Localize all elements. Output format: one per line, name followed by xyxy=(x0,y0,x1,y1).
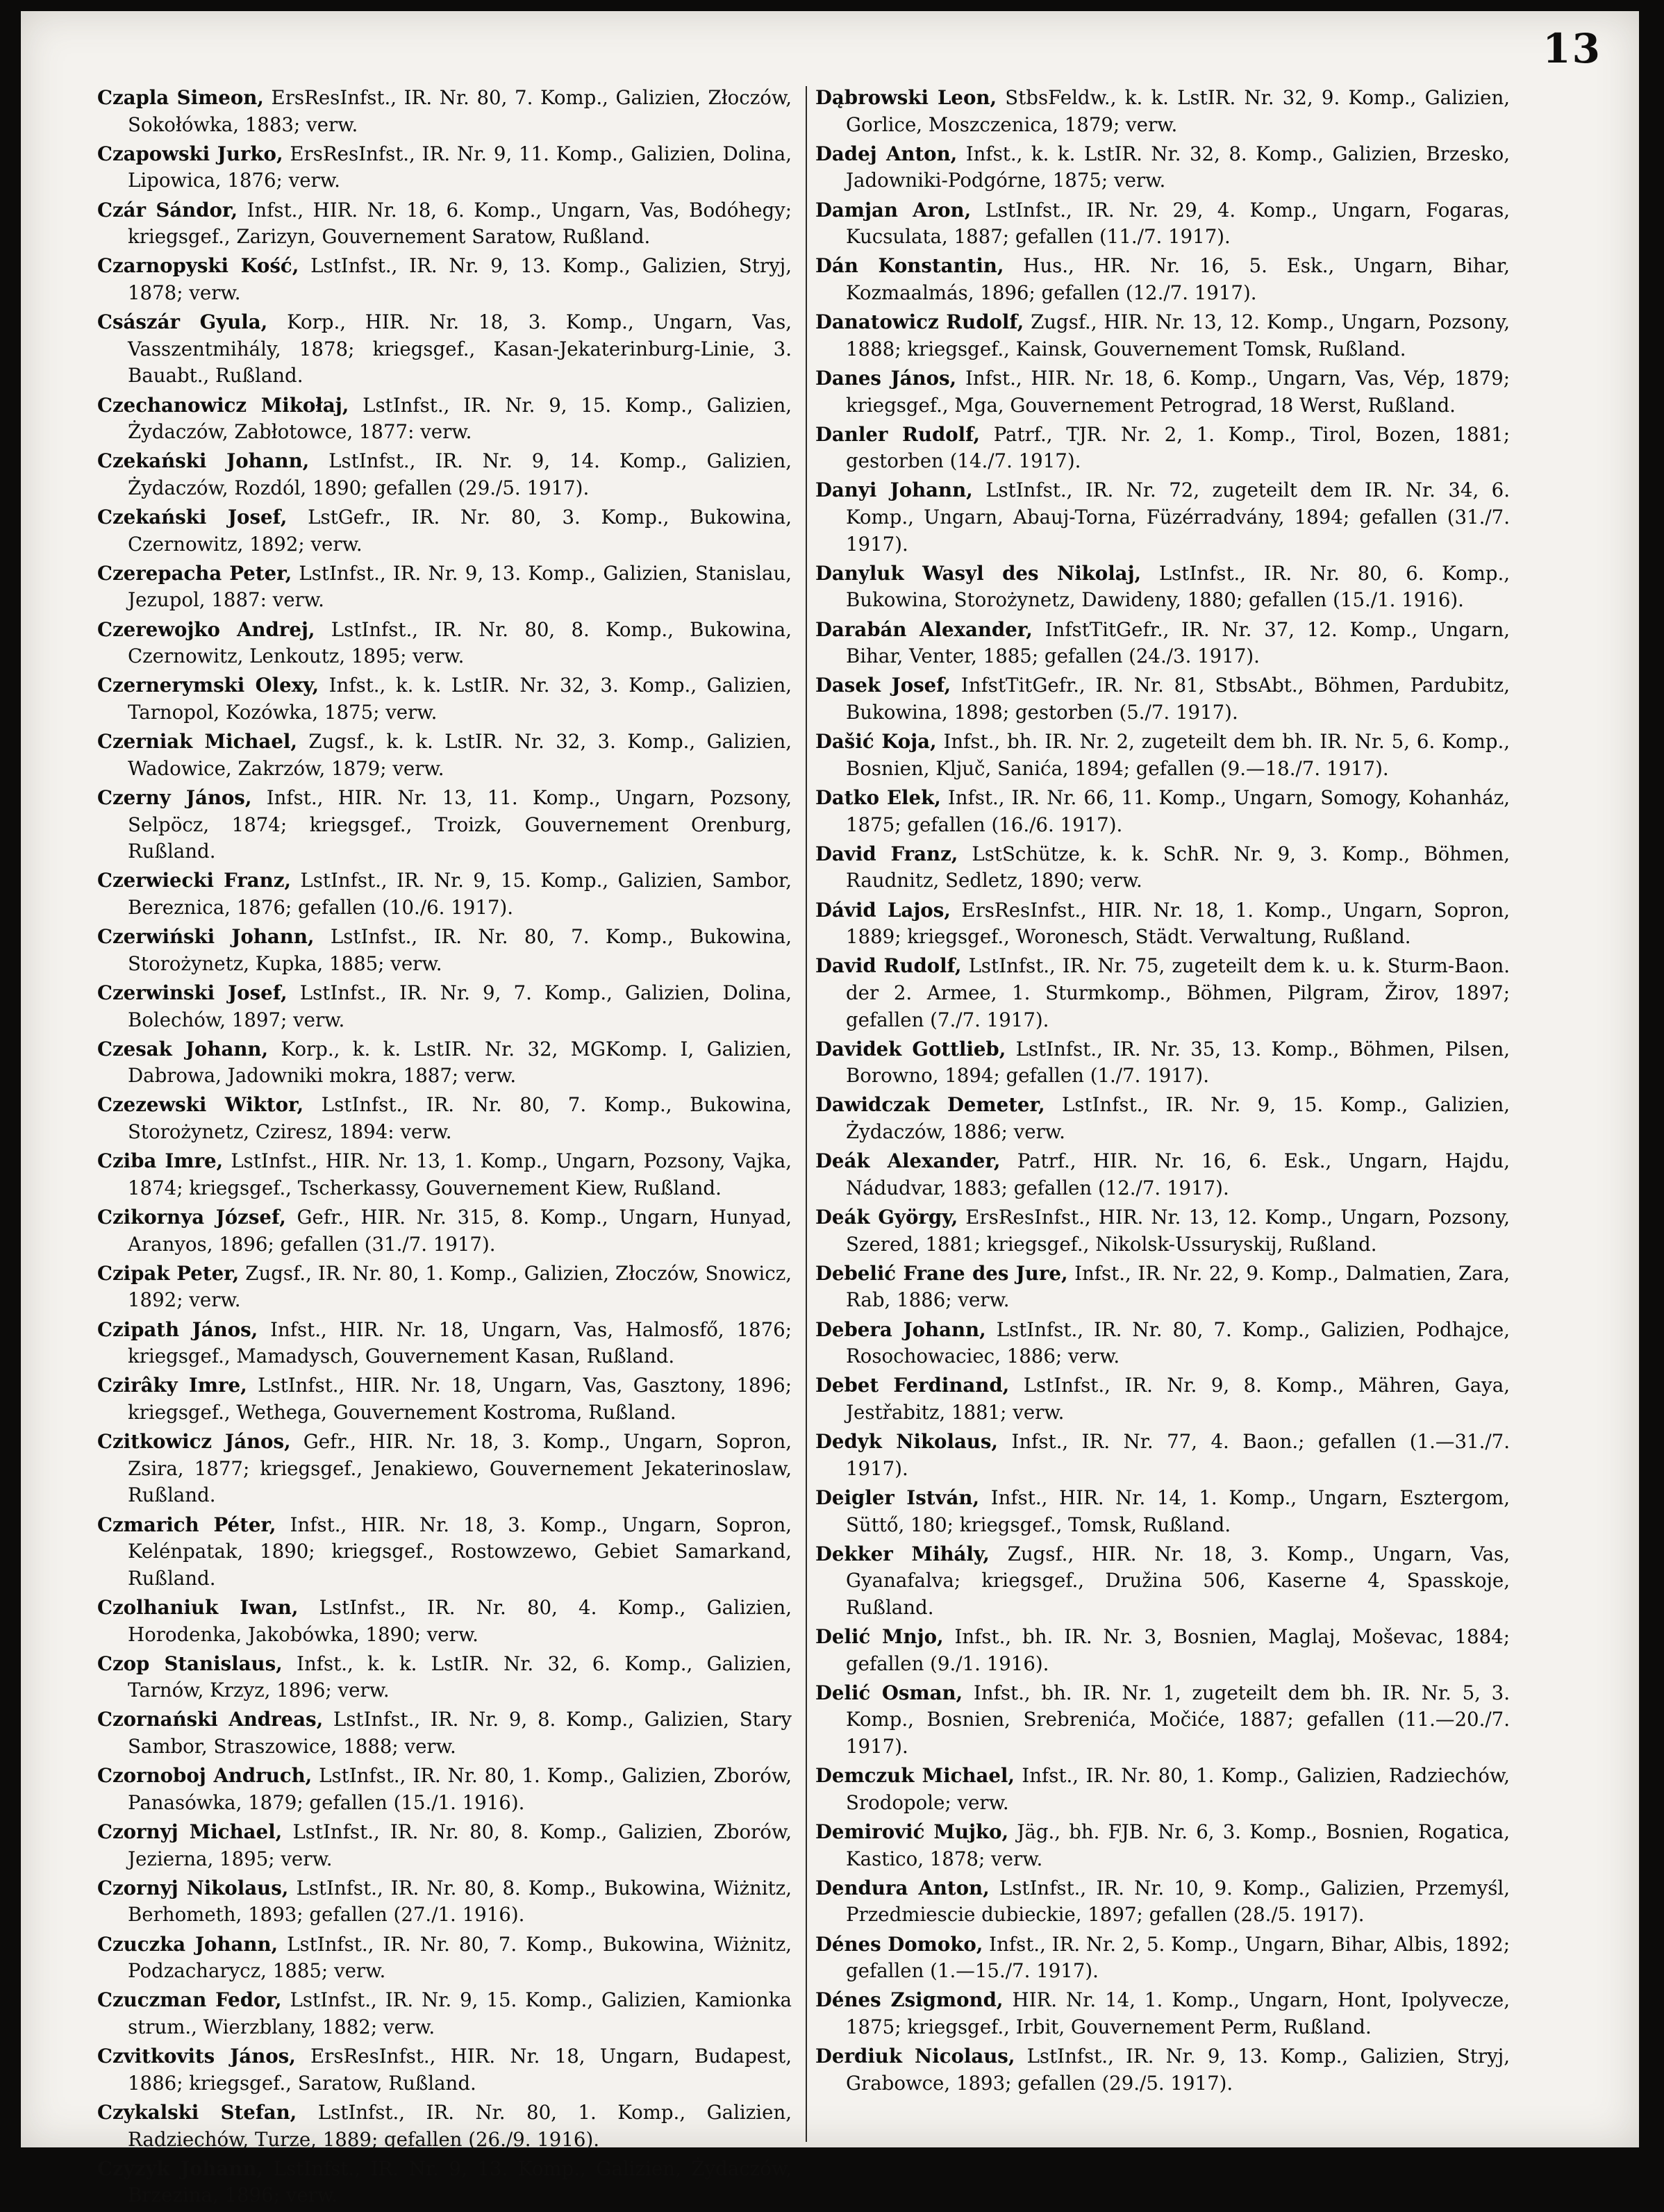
register-entry xyxy=(97,1317,792,1370)
entry-name: Demirović Mujko, xyxy=(815,1820,1009,1844)
entry-details: ErsResInfst., IR. Nr. 80, 7. Komp., Galizien, Złoczów, Sokołówka, 1883; verw. xyxy=(128,86,792,136)
entry-details: LstInfst., IR. Nr. 80, 7. Komp., Bukowina, Storożynetz, Kupka, 1885; verw. xyxy=(128,925,792,975)
register-entry xyxy=(815,1680,1510,1761)
entry-name: Darabán Alexander, xyxy=(815,617,1033,641)
entry-details: Infst., k. k. LstIR. Nr. 32, 3. Komp., Galizien, Tarnopol, Kozówka, 1875; verw. xyxy=(128,674,792,724)
entry-name: Davidek Gottlieb, xyxy=(815,1037,1006,1061)
entry-details: Gefr., HIR. Nr. 315, 8. Komp., Ungarn, Hunyad, Aranyos, 1896; gefallen (31./7. 1917). xyxy=(128,1206,792,1256)
register-entry xyxy=(815,1485,1510,1538)
entry-name: Dekker Mihály, xyxy=(815,1542,990,1565)
register-entry xyxy=(97,2156,792,2209)
register-entry xyxy=(815,953,1510,1033)
entry-name: Dénes Domoko, xyxy=(815,1932,983,1956)
register-entry xyxy=(815,1541,1510,1622)
register-entry xyxy=(815,197,1510,251)
entry-details: Jäg., bh. FJB. Nr. 6, 3. Komp., Bosnien, Rogatica, Kastico, 1878; verw. xyxy=(846,1820,1510,1870)
entry-name: Delić Osman, xyxy=(815,1681,963,1704)
entry-name: Dénes Zsigmond, xyxy=(815,1988,1004,2012)
entry-details: Infst., bh. IR. Nr. 3, Bosnien, Maglaj, Moševac, 1884; gefallen (9./1. 1916). xyxy=(846,1625,1510,1675)
entry-details: LstInfst., IR. Nr. 80, 1. Komp., Galizien, Zborów, Panasówka, 1879; gefallen (15./1. 1916). xyxy=(128,1764,792,1814)
entry-name: Deák György, xyxy=(815,1206,958,1229)
register-entry xyxy=(97,1204,792,1258)
entry-details: LstInfst., IR. Nr. 9, 15. Komp., Galizien, Kamionka strum., Wierzblany, 1882; verw. xyxy=(128,1988,792,2038)
register-entry xyxy=(815,897,1510,951)
entry-details: LstInfst., IR. Nr. 9, 13. Komp., Galizien, Stryj, 1878; verw. xyxy=(128,254,792,304)
entry-details: LstInfst., IR. Nr. 9, 15. Komp., Galizien, Żydaczów, 1886; verw. xyxy=(846,1093,1511,1144)
entry-name: Czykalski Stefan, xyxy=(97,2100,297,2124)
entry-name: Czmarich Péter, xyxy=(97,1513,276,1536)
register-entry xyxy=(97,672,792,726)
entry-details: Gefr., HIR. Nr. 18, 3. Komp., Ungarn, Sopron, Zsira, 1877; kriegsgef., Jenakiewo, Gouvernement Jekaterinoslaw, Rußland. xyxy=(128,1430,792,1507)
entry-name: Dadej Anton, xyxy=(815,142,958,165)
register-entry xyxy=(815,1317,1510,1370)
entry-name: Czerny János, xyxy=(97,785,252,809)
entry-name: Czornański Andreas, xyxy=(97,1708,324,1731)
entry-name: Dán Konstantin, xyxy=(815,254,1004,278)
register-entry xyxy=(815,1204,1510,1258)
entry-details: Infst., IR. Nr. 77, 4. Baon.; gefallen (1.—31./7. 1917). xyxy=(846,1430,1510,1480)
entry-details: LstInfst., IR. Nr. 29, 4. Komp., Ungarn, Fogaras, Kucsulata, 1887; gefallen (11./7. 1917). xyxy=(846,198,1510,249)
column-divider xyxy=(806,86,807,2142)
entry-details: LstGefr., IR. Nr. 80, 3. Komp., Bukowina, Czernowitz, 1892; verw. xyxy=(128,506,792,556)
entry-details: Infst., k. k. LstIR. Nr. 32, 8. Komp., Galizien, Brzesko, Jadowniki-Podgórne, 1875; verw. xyxy=(846,142,1510,192)
entry-details: Infst., HIR. Nr. 18, Ungarn, Vas, Halmosfő, 1876; kriegsgef., Mamadysch, Gouvernement Kasan, Rußland. xyxy=(128,1317,792,1368)
register-entry xyxy=(97,2043,792,2097)
entry-name: Czornyj Michael, xyxy=(97,1820,283,1844)
register-entry xyxy=(815,1875,1510,1929)
entry-name: Czirâky Imre, xyxy=(97,1374,247,1397)
entry-details: Zugsf., HIR. Nr. 18, 3. Komp., Ungarn, Vas, Gyanafalva; kriegsgef., Družina 506, Kaserne 4, Spasskoje, Rußland. xyxy=(846,1542,1510,1619)
right-column xyxy=(815,85,1510,2099)
register-entry xyxy=(97,1148,792,1201)
entry-name: Dendura Anton, xyxy=(815,1876,990,1899)
register-entry xyxy=(815,1036,1510,1090)
register-entry xyxy=(815,1429,1510,1482)
entry-details: Hus., HR. Nr. 16, 5. Esk., Ungarn, Bihar, Kozmaalmás, 1896; gefallen (12./7. 1917). xyxy=(846,254,1510,304)
entry-details: Korp., k. k. LstIR. Nr. 32, MGKomp. I, Galizien, Dabrowa, Jadowniki mokra, 1887; verw. xyxy=(128,1037,792,1088)
register-entry xyxy=(815,841,1510,895)
register-entry xyxy=(97,197,792,251)
entry-name: Czuczka Johann, xyxy=(97,1932,278,1956)
entry-details: Infst., k. k. LstIR. Nr. 32, 6. Komp., Galizien, Tarnów, Krzyz, 1896; verw. xyxy=(128,1652,792,1702)
entry-details: Infst., IR. Nr. 22, 9. Komp., Dalmatien, Zara, Rab, 1886; verw. xyxy=(846,1261,1511,1312)
entry-name: Demczuk Michael, xyxy=(815,1764,1015,1788)
entry-details: Infst., bh. IR. Nr. 2, zugeteilt dem bh. IR. Nr. 5, 6. Komp., Bosnien, Ključ, Sanića, 1894; gefallen (9.—18./7. 1917). xyxy=(846,730,1510,780)
register-entry xyxy=(97,392,792,446)
entry-name: Derdiuk Nicolaus, xyxy=(815,2045,1015,2068)
entry-name: Czornyj Nikolaus, xyxy=(97,1876,289,1899)
entry-name: Czarnopyski Kość, xyxy=(97,254,299,278)
entry-name: Czikornya József, xyxy=(97,1206,286,1229)
entry-details: LstInfst., IR. Nr. 80, 1. Komp., Galizien, Radziechów, Turze, 1889; gefallen (26./9. 1916). xyxy=(128,2100,792,2151)
entry-details: LstInfst., IR. Nr. 80, 7. Komp., Bukowina, Storożynetz, Cziresz, 1894: verw. xyxy=(128,1093,792,1144)
entry-name: Czvitkovits János, xyxy=(97,2045,296,2068)
entry-name: Czechanowicz Mikołaj, xyxy=(97,393,349,417)
entry-name: Czár Sándor, xyxy=(97,198,238,222)
entry-details: Infst., HIR. Nr. 18, 6. Komp., Ungarn, Vas, Vép, 1879; kriegsgef., Mga, Gouvernement Petrograd, 18 Werst, Rußland. xyxy=(846,366,1511,417)
entry-name: Deák Alexander, xyxy=(815,1149,1001,1173)
entry-details: Infst., IR. Nr. 66, 11. Komp., Ungarn, Somogy, Kohanház, 1875; gefallen (16./6. 1917). xyxy=(846,785,1510,836)
entry-details: Patrf., TJR. Nr. 2, 1. Komp., Tirol, Bozen, 1881; gestorben (14./7. 1917). xyxy=(846,422,1510,473)
register-entry xyxy=(815,1931,1510,1985)
register-entry xyxy=(97,448,792,501)
register-entry xyxy=(97,504,792,558)
entry-name: Czerwiecki Franz, xyxy=(97,869,291,892)
entry-name: Debera Johann, xyxy=(815,1317,986,1341)
entry-name: Czapowski Jurko, xyxy=(97,142,283,165)
entry-name: Damjan Aron, xyxy=(815,198,972,222)
register-entry xyxy=(97,253,792,306)
register-entry xyxy=(97,617,792,670)
register-entry xyxy=(97,1875,792,1929)
entry-details: InfstTitGefr., IR. Nr. 37, 12. Komp., Ungarn, Bihar, Venter, 1885; gefallen (24./3. 1917). xyxy=(846,617,1510,668)
entry-details: LstInfst., IR. Nr. 9, 13. Komp., Galizien, Stryj, Grabowce, 1893; gefallen (29./5. 1917). xyxy=(846,2045,1510,2095)
register-entry xyxy=(815,1819,1510,1872)
register-entry xyxy=(815,1148,1510,1201)
register-entry xyxy=(97,560,792,614)
register-entry xyxy=(97,1512,792,1593)
entry-details: Zugsf., IR. Nr. 80, 1. Komp., Galizien, Złoczów, Snowicz, 1892; verw. xyxy=(128,1261,792,1312)
entry-details: Infst., HIR. Nr. 18, 3. Komp., Ungarn, Sopron, Kelénpatak, 1890; kriegsgef., Rostowzewo, Gebiet Samarkand, Rußland. xyxy=(128,1513,792,1590)
entry-details: Infst., IR. Nr. 80, 1. Komp., Galizien, Radziechów, Srodopole; verw. xyxy=(846,1764,1510,1814)
entry-details: Patrf., HIR. Nr. 16, 6. Esk., Ungarn, Hajdu, Nádudvar, 1883; gefallen (12./7. 1917). xyxy=(846,1149,1511,1199)
entry-details: LstInfst., IR. Nr. 72, zugeteilt dem IR. Nr. 34, 6. Komp., Ungarn, Abauj-Torna, Füzérradvány, 1894; gefallen (31./7. 1917). xyxy=(846,479,1510,556)
register-entry xyxy=(97,1987,792,2040)
entry-name: Czerwiński Johann, xyxy=(97,925,315,949)
entry-details: InfstTitGefr., IR. Nr. 81, StbsAbt., Böhmen, Pardubitz, Bukowina, 1898; gestorben (5./7. 1917). xyxy=(846,674,1510,724)
register-entry xyxy=(815,1092,1510,1145)
left-column xyxy=(97,85,792,2212)
register-entry xyxy=(97,1595,792,1648)
entry-name: Dawidczak Demeter, xyxy=(815,1093,1045,1117)
register-entry xyxy=(97,85,792,138)
entry-details: LstSchütze, k. k. SchR. Nr. 9, 3. Komp., Böhmen, Raudnitz, Sedletz, 1890; verw. xyxy=(846,842,1510,892)
entry-name: Deigler István, xyxy=(815,1486,980,1509)
entry-name: Danes János, xyxy=(815,366,957,390)
entry-name: David Rudolf, xyxy=(815,954,962,978)
register-entry xyxy=(815,785,1510,838)
entry-name: Czekański Josef, xyxy=(97,506,288,529)
entry-name: Debelić Frane des Jure, xyxy=(815,1261,1068,1285)
entry-name: Dedyk Nikolaus, xyxy=(815,1430,999,1454)
entry-details: Zugsf., HIR. Nr. 13, 12. Komp., Ungarn, Pozsony, 1888; kriegsgef., Kainsk, Gouvernement Tomsk, Rußland. xyxy=(846,310,1510,360)
entry-name: Czipath János, xyxy=(97,1317,258,1341)
register-entry xyxy=(97,1092,792,1145)
entry-details: ErsResInfst., HIR. Nr. 18, Ungarn, Budapest, 1886; kriegsgef., Saratow, Rußland. xyxy=(128,2045,792,2095)
entry-details: Infst., IR. Nr. 2, 5. Komp., Ungarn, Bihar, Albis, 1892; gefallen (1.—15./7. 1917). xyxy=(846,1932,1511,1983)
register-entry xyxy=(815,365,1510,419)
entry-name: Dašić Koja, xyxy=(815,730,937,754)
entry-name: Danler Rudolf, xyxy=(815,422,981,446)
entry-details: Infst., HIR. Nr. 13, 11. Komp., Ungarn, Pozsony, Selpöcz, 1874; kriegsgef., Troizk, Gouvernement Orenburg, Rußland. xyxy=(128,785,792,863)
register-entry xyxy=(97,1706,792,1760)
entry-name: Czerwinski Josef, xyxy=(97,981,288,1004)
entry-details: LstInfst., IR. Nr. 9, 15. Komp., Galizien, Żydaczów, Zabłotowce, 1877: verw. xyxy=(128,393,792,444)
register-entry xyxy=(97,1819,792,1872)
entry-details: LstInfst., IR. Nr. 9, 7. Komp., Galizien, Dolina, Bolechów, 1897; verw. xyxy=(128,981,792,1031)
entry-name: Danatowicz Rudolf, xyxy=(815,310,1024,334)
entry-details: ErsResInfst., IR. Nr. 9, 11. Komp., Galizien, Dolina, Lipowica, 1876; verw. xyxy=(128,142,792,192)
register-entry xyxy=(97,1429,792,1509)
register-entry xyxy=(97,1763,792,1816)
register-entry xyxy=(815,85,1510,138)
entry-name: Czuczman Fedor, xyxy=(97,1988,282,2012)
entry-name: Delić Mnjo, xyxy=(815,1625,944,1649)
register-entry xyxy=(97,309,792,390)
entry-name: Czapla Simeon, xyxy=(97,86,264,109)
entry-details: Infst., HIR. Nr. 14, 1. Komp., Ungarn, Esztergom, Süttő, 180; kriegsgef., Tomsk, Rußland. xyxy=(846,1486,1510,1536)
entry-name: David Franz, xyxy=(815,842,958,865)
entry-details: LstInfst., HIR. Nr. 13, 1. Komp., Ungarn, Pozsony, Vajka, 1874; kriegsgef., Tscherkassy, Gouvernement Kiew, Rußland. xyxy=(128,1149,792,1199)
entry-name: Czornoboj Andruch, xyxy=(97,1764,313,1788)
page-number: 13 xyxy=(1542,25,1601,72)
entry-name: Császár Gyula, xyxy=(97,310,268,334)
register-entry xyxy=(815,422,1510,475)
entry-name: Cziba Imre, xyxy=(97,1149,224,1173)
register-entry xyxy=(815,309,1510,363)
register-entry xyxy=(97,1261,792,1314)
entry-details: ErsResInfst., HIR. Nr. 13, 12. Komp., Ungarn, Pozsony, Szered, 1881; kriegsgef., Nikolsk-Ussuryskij, Rußland. xyxy=(846,1206,1510,1256)
entry-details: LstInfst., IR. Nr. 9, 8. Komp., Mähren, Gaya, Jestřabitz, 1881; verw. xyxy=(846,1374,1510,1424)
register-entry xyxy=(815,1763,1510,1816)
register-entry xyxy=(97,1036,792,1090)
entry-details: ErsResInfst., HIR. Nr. 18, 1. Komp., Ungarn, Sopron, 1889; kriegsgef., Woronesch, Städt. Verwaltung, Rußland. xyxy=(846,898,1510,949)
entry-name: Czerepacha Peter, xyxy=(97,561,292,585)
document-page xyxy=(21,11,1639,2207)
entry-details: StbsFeldw., k. k. LstIR. Nr. 32, 9. Komp., Galizien, Gorlice, Moszczenica, 1879; verw. xyxy=(846,86,1510,136)
entry-name: Czekański Johann, xyxy=(97,449,310,473)
register-entry xyxy=(815,2043,1510,2097)
register-entry xyxy=(815,1372,1510,1426)
entry-name: Debet Ferdinand, xyxy=(815,1374,1010,1397)
register-entry xyxy=(97,729,792,782)
entry-name: Czerniak Michael, xyxy=(97,730,297,754)
register-entry xyxy=(815,141,1510,194)
register-entry xyxy=(97,1372,792,1426)
register-entry xyxy=(815,729,1510,782)
register-entry xyxy=(97,1931,792,1985)
entry-name: Czyzyk Johann, xyxy=(97,2156,264,2180)
entry-details: LstInfst., IR. Nr. 35, 13. Komp., Böhmen, Pilsen, Borowno, 1894; gefallen (1./7. 1917). xyxy=(846,1037,1510,1088)
register-entry xyxy=(815,617,1510,670)
register-entry xyxy=(97,2099,792,2153)
register-entry xyxy=(97,141,792,194)
entry-details: LstInfst., IR. Nr. 80, 8. Komp., Bukowina, Czernowitz, Lenkoutz, 1895; verw. xyxy=(128,617,792,668)
entry-details: LstInfst., IR. Nr. 75, zugeteilt dem k. u. k. Sturm-Baon. der 2. Armee, 1. Sturmkomp., Böhmen, Pilgram, Žirov, 1897; gefallen (7./7. 1917). xyxy=(846,954,1511,1031)
entry-details: LstInfst., HIR. Nr. 18, Ungarn, Vas, Gasztony, 1896; kriegsgef., Wethega, Gouvernement Kostroma, Rußland. xyxy=(128,1374,792,1424)
entry-name: Czitkowicz János, xyxy=(97,1430,291,1454)
entry-name: Danyluk Wasyl des Nikolaj, xyxy=(815,561,1142,585)
entry-name: Czop Stanislaus, xyxy=(97,1652,283,1675)
register-entry xyxy=(815,1987,1510,2040)
entry-name: Czolhaniuk Iwan, xyxy=(97,1595,299,1619)
entry-name: Czernerymski Olexy, xyxy=(97,674,319,697)
register-entry xyxy=(815,672,1510,726)
entry-details: LstInfst., IR. Nr. 10, 9. Komp., Galizien, Przemyśl, Przedmiescie dubieckie, 1897; gefallen (28./5. 1917). xyxy=(846,1876,1511,1927)
entry-name: Czerewojko Andrej, xyxy=(97,617,315,641)
entry-details: LstInfst., IR. Nr. 9, 13. Komp., Galizien, Żydaczów, Brzezina, 1896; verw. xyxy=(128,2156,792,2207)
entry-name: Czesak Johann, xyxy=(97,1037,269,1061)
register-entry xyxy=(815,477,1510,558)
register-entry xyxy=(97,924,792,977)
register-entry xyxy=(815,1261,1510,1314)
entry-name: Datko Elek, xyxy=(815,785,941,809)
register-entry xyxy=(815,560,1510,614)
entry-name: Dávid Lajos, xyxy=(815,898,951,922)
register-entry xyxy=(815,253,1510,306)
entry-details: LstInfst., IR. Nr. 80, 4. Komp., Galizien, Horodenka, Jakobówka, 1890; verw. xyxy=(128,1595,792,1646)
entry-details: Korp., HIR. Nr. 18, 3. Komp., Ungarn, Vas, Vasszentmihály, 1878; kriegsgef., Kasan-Jekaterinburg-Linie, 3. Bauabt., Rußland. xyxy=(128,310,792,388)
entry-details: LstInfst., IR. Nr. 9, 14. Komp., Galizien, Żydaczów, Rozdól, 1890; gefallen (29./5. 1917). xyxy=(128,449,792,499)
register-entry xyxy=(97,1651,792,1704)
register-entry xyxy=(815,1624,1510,1677)
entry-details: LstInfst., IR. Nr. 9, 13. Komp., Galizien, Stanislau, Jezupol, 1887: verw. xyxy=(128,561,792,612)
entry-details: LstInfst., IR. Nr. 9, 8. Komp., Galizien, Stary Sambor, Straszowice, 1888; verw. xyxy=(128,1708,792,1758)
entry-details: LstInfst., IR. Nr. 80, 6. Komp., Bukowina, Storożynetz, Dawideny, 1880; gefallen (15./1. 1916). xyxy=(846,561,1510,612)
entry-name: Dąbrowski Leon, xyxy=(815,86,997,109)
register-entry xyxy=(97,867,792,921)
entry-details: LstInfst., IR. Nr. 80, 8. Komp., Bukowina, Wiżnitz, Berhometh, 1893; gefallen (27./1. 1916). xyxy=(128,1876,792,1927)
entry-details: LstInfst., IR. Nr. 80, 7. Komp., Galizien, Podhajce, Rosochowaciec, 1886; verw. xyxy=(846,1317,1511,1368)
entry-name: Czipak Peter, xyxy=(97,1261,240,1285)
entry-details: Infst., HIR. Nr. 18, 6. Komp., Ungarn, Vas, Bodóhegy; kriegsgef., Zarizyn, Gouvernement Saratow, Rußland. xyxy=(128,198,792,249)
entry-details: Zugsf., k. k. LstIR. Nr. 32, 3. Komp., Galizien, Wadowice, Zakrzów, 1879; verw. xyxy=(128,730,792,780)
entry-details: LstInfst., IR. Nr. 80, 7. Komp., Bukowina, Wiżnitz, Podzacharycz, 1885; verw. xyxy=(128,1932,792,1983)
entry-details: LstInfst., IR. Nr. 80, 8. Komp., Galizien, Zborów, Jezierna, 1895; verw. xyxy=(128,1820,792,1870)
entry-name: Dasek Josef, xyxy=(815,674,951,697)
entry-details: HIR. Nr. 14, 1. Komp., Ungarn, Hont, Ipolyvecze, 1875; kriegsgef., Irbit, Gouvernement Perm, Rußland. xyxy=(846,1988,1510,2038)
register-entry xyxy=(97,785,792,865)
entry-name: Czezewski Wiktor, xyxy=(97,1093,304,1117)
entry-details: LstInfst., IR. Nr. 9, 15. Komp., Galizien, Sambor, Bereznica, 1876; gefallen (10./6. 1917). xyxy=(128,869,792,919)
entry-name: Danyi Johann, xyxy=(815,479,973,502)
register-entry xyxy=(97,980,792,1033)
entry-details: Infst., bh. IR. Nr. 1, zugeteilt dem bh. IR. Nr. 5, 3. Komp., Bosnien, Srebrenića, Močiće, 1887; gefallen (11.—20./7. 1917). xyxy=(846,1681,1510,1758)
